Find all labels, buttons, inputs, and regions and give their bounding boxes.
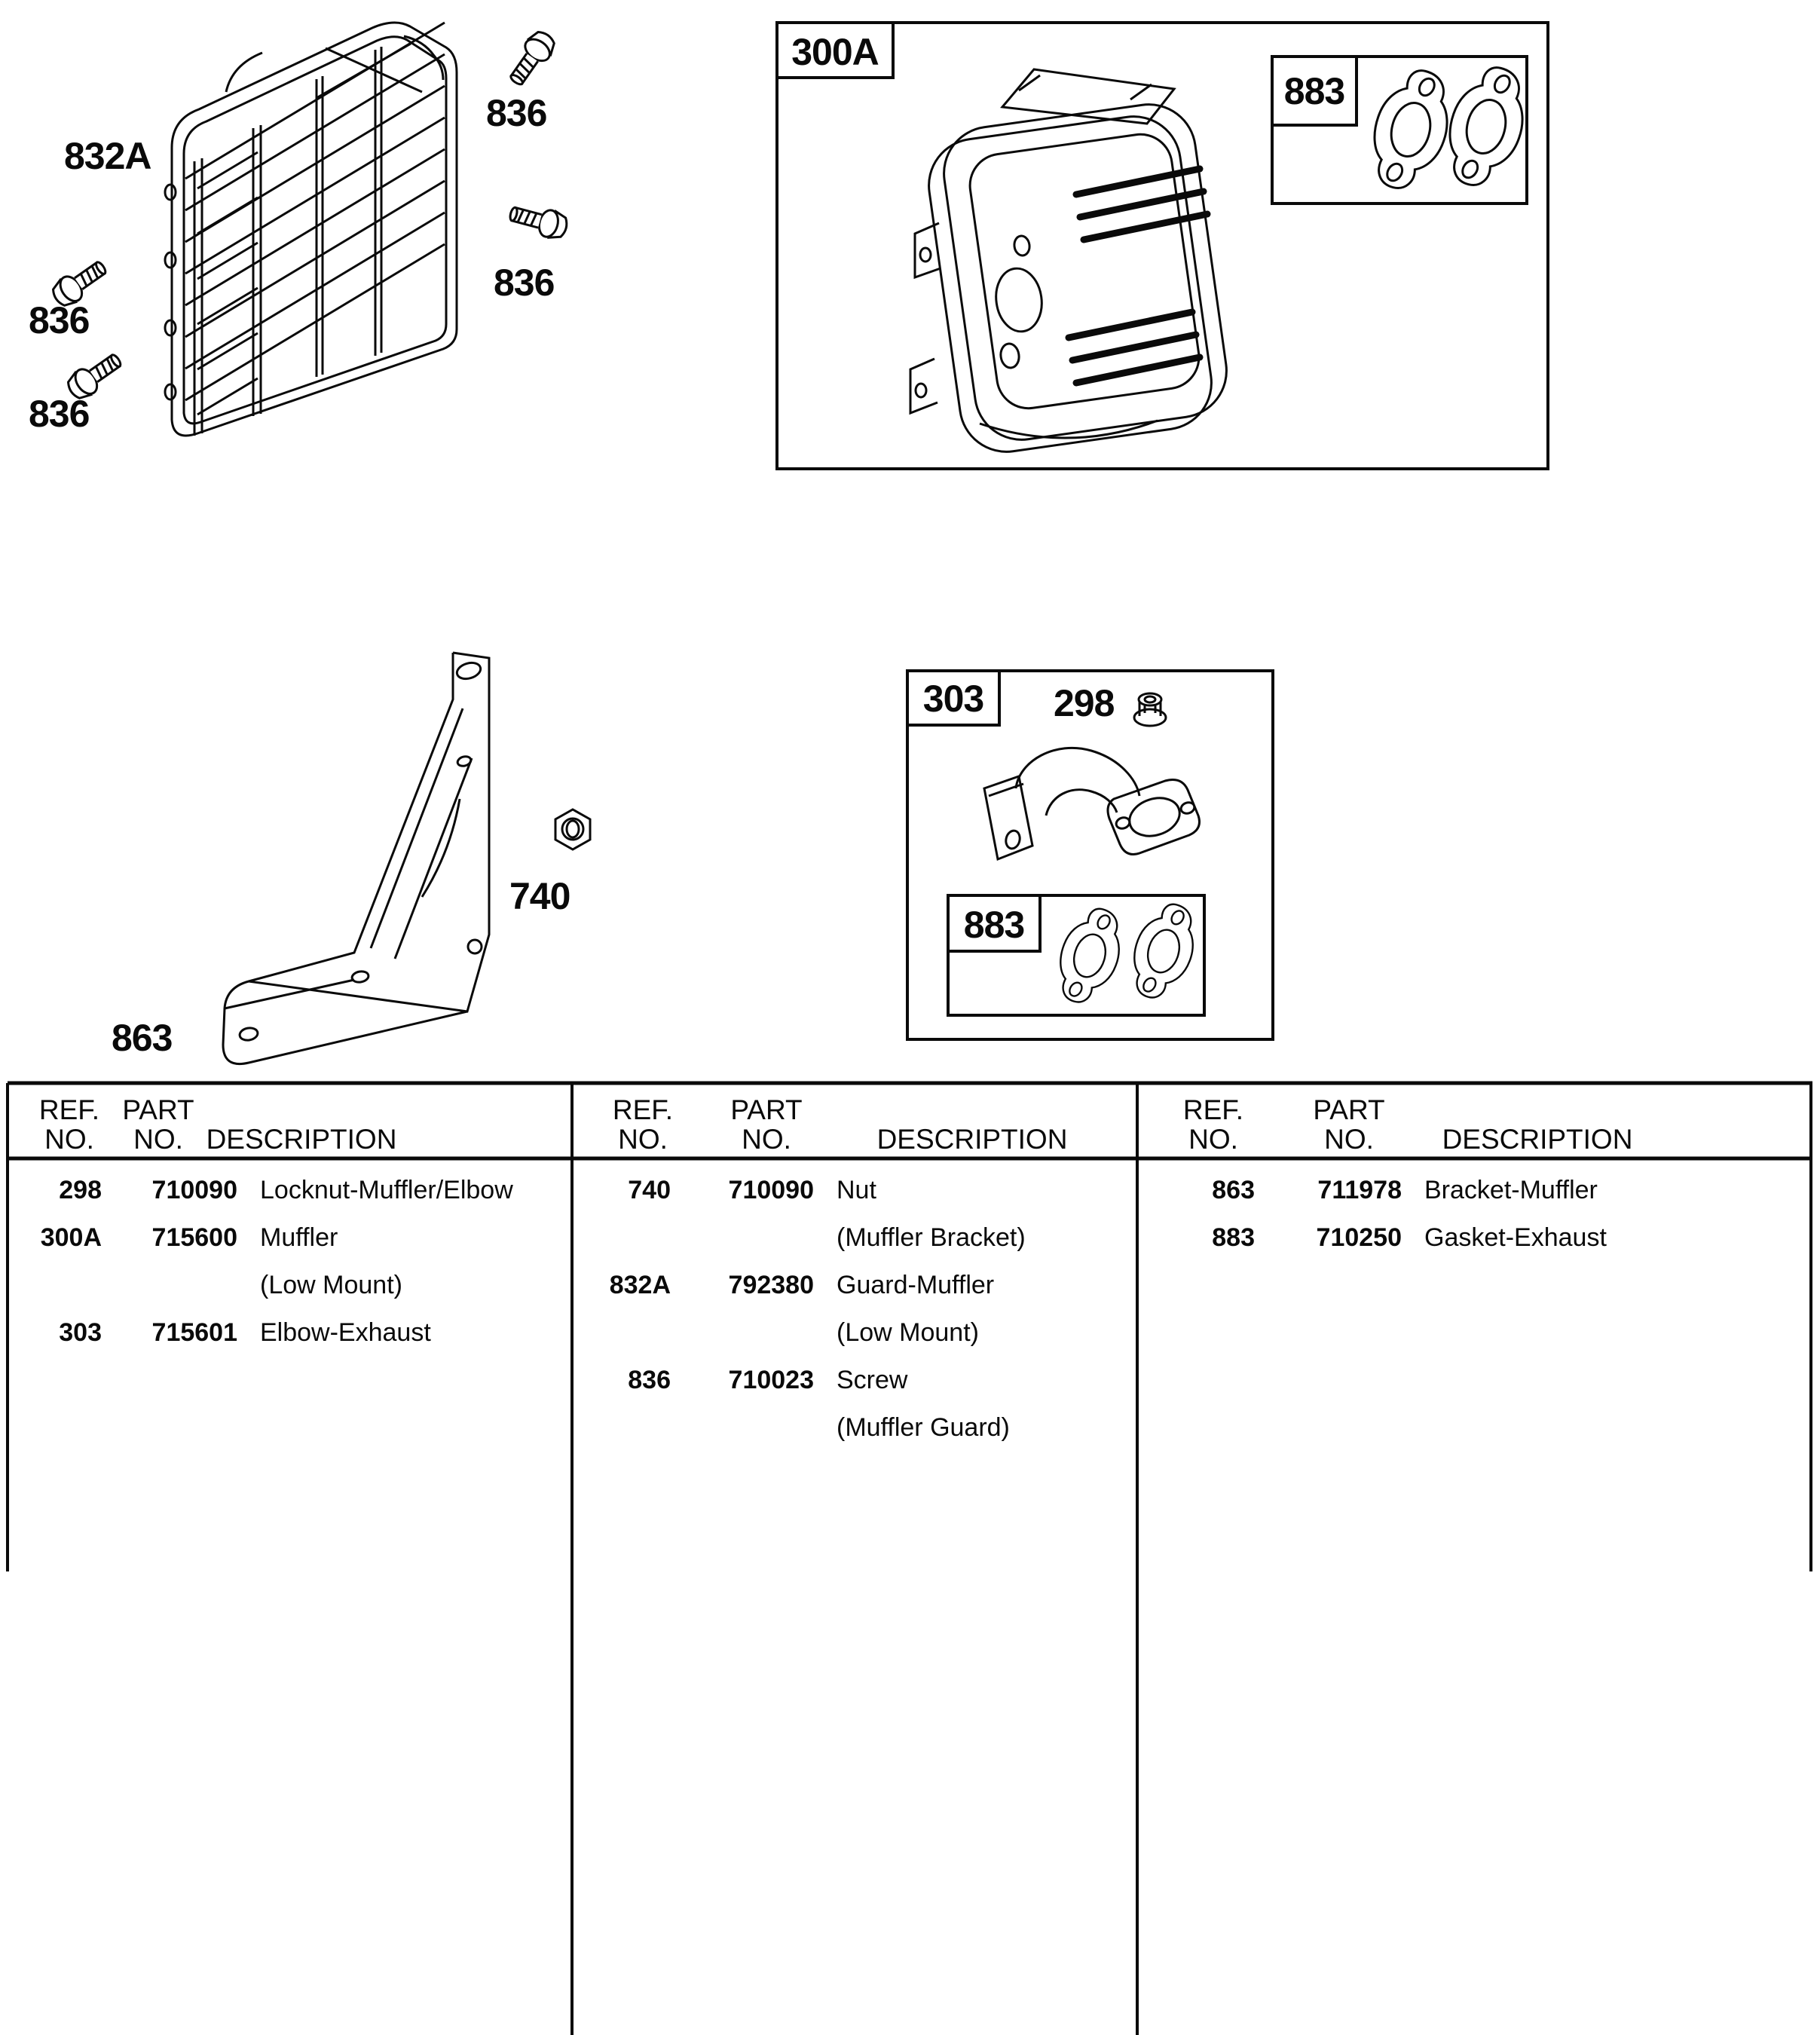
c3r1-ref: 863 <box>1212 1176 1255 1204</box>
col3-part-header-bottom: NO. <box>1324 1124 1374 1155</box>
col3-ref-header-bottom: NO. <box>1188 1124 1238 1155</box>
callout-screw-left-upper: 836 <box>29 299 90 341</box>
callout-screw-left-lower: 836 <box>29 393 90 435</box>
screw-drawing-mid-right <box>507 200 570 241</box>
c3r2-desc: Gasket-Exhaust <box>1424 1223 1607 1252</box>
locknut-drawing <box>1134 693 1166 726</box>
label-gasket-box-top: 883 <box>1283 70 1345 112</box>
col2-part-header-top: PART <box>730 1094 803 1125</box>
c2r1-ref: 740 <box>628 1176 671 1204</box>
gasket-drawing-3 <box>1050 901 1130 1009</box>
bracket-drawing <box>223 653 489 1064</box>
c2r1-desc: Nut <box>837 1176 876 1204</box>
muffler-drawing <box>910 69 1232 457</box>
callout-screw-mid-right: 836 <box>494 262 555 304</box>
col1-description-header: DESCRIPTION <box>206 1124 397 1155</box>
c1r4-part: 715601 <box>151 1318 237 1347</box>
c2r4-desc: (Low Mount) <box>837 1318 979 1347</box>
c2r3-part: 792380 <box>728 1271 814 1299</box>
c1r2-part: 715600 <box>151 1223 237 1252</box>
c1r1-ref: 298 <box>59 1176 102 1204</box>
col3-part-header-top: PART <box>1313 1094 1385 1125</box>
c1r4-desc: Elbow-Exhaust <box>260 1318 431 1347</box>
gasket-drawing-1 <box>1363 63 1460 197</box>
col2-description-header: DESCRIPTION <box>876 1124 1068 1155</box>
label-gasket-box-bottom: 883 <box>963 904 1025 946</box>
col1-ref-header-top: REF. <box>38 1094 100 1125</box>
callout-locknut: 298 <box>1054 682 1115 724</box>
c2r6-desc: (Muffler Guard) <box>837 1413 1010 1442</box>
elbow-drawing <box>984 748 1200 859</box>
c1r1-part: 710090 <box>151 1176 237 1204</box>
col1-part-header-bottom: NO. <box>133 1124 183 1155</box>
c1r3-desc: (Low Mount) <box>260 1271 402 1299</box>
label-muffler-box: 300A <box>791 31 879 73</box>
screw-drawing-top-right <box>504 27 559 90</box>
c3r1-part: 711978 <box>1317 1176 1402 1204</box>
nut-drawing <box>555 809 590 849</box>
c3r2-ref: 883 <box>1212 1223 1255 1252</box>
col2-ref-header-top: REF. <box>612 1094 674 1125</box>
callout-guard: 832A <box>64 135 151 177</box>
callout-screw-top-right: 836 <box>486 92 547 134</box>
col3-description-header: DESCRIPTION <box>1442 1124 1633 1155</box>
callout-bracket: 863 <box>112 1017 173 1059</box>
c3r2-part: 710250 <box>1316 1223 1402 1252</box>
c2r3-ref: 832A <box>609 1271 671 1299</box>
c2r5-part: 710023 <box>728 1366 814 1394</box>
gasket-drawing-4 <box>1124 897 1204 1005</box>
c1r2-desc: Muffler <box>260 1223 338 1252</box>
c2r5-ref: 836 <box>628 1366 671 1394</box>
c2r3-desc: Guard-Muffler <box>837 1271 995 1299</box>
c3r1-desc: Bracket-Muffler <box>1424 1176 1598 1204</box>
callout-nut: 740 <box>509 875 570 917</box>
c2r2-desc: (Muffler Bracket) <box>837 1223 1026 1252</box>
c2r5-desc: Screw <box>837 1366 908 1394</box>
col1-part-header-top: PART <box>122 1094 194 1125</box>
col2-ref-header-bottom: NO. <box>618 1124 668 1155</box>
gasket-drawing-2 <box>1438 60 1535 194</box>
label-elbow-box: 303 <box>922 678 984 720</box>
c2r1-part: 710090 <box>728 1176 814 1204</box>
col2-part-header-bottom: NO. <box>742 1124 791 1155</box>
col1-ref-header-bottom: NO. <box>44 1124 94 1155</box>
c1r2-ref: 300A <box>40 1223 102 1252</box>
c1r4-ref: 303 <box>59 1318 102 1347</box>
muffler-guard-drawing <box>165 23 457 436</box>
c1r1-desc: Locknut-Muffler/Elbow <box>260 1176 513 1204</box>
col3-ref-header-top: REF. <box>1182 1094 1244 1125</box>
